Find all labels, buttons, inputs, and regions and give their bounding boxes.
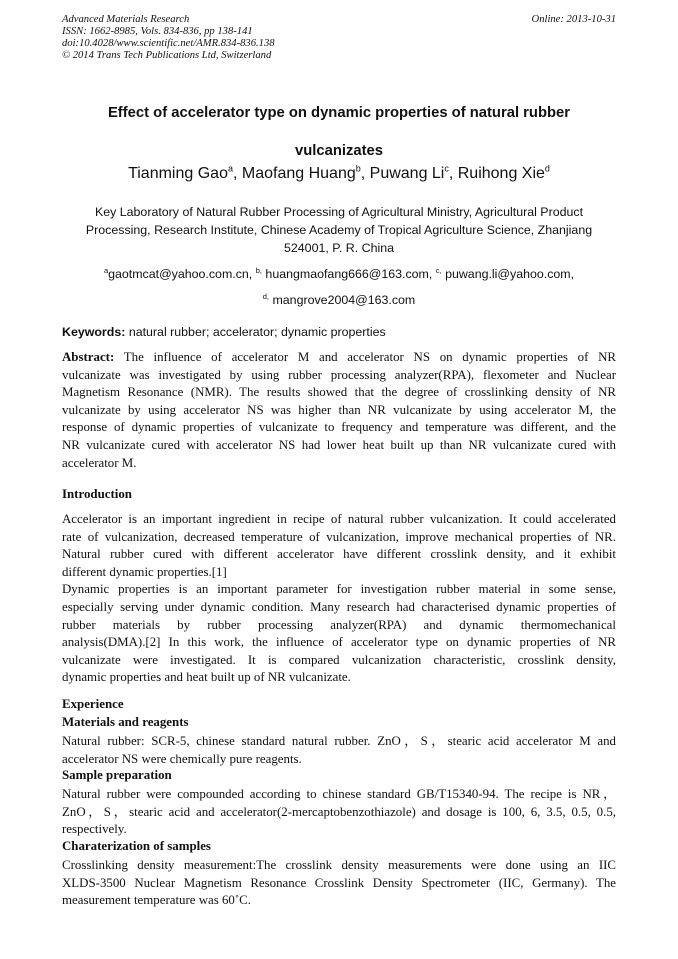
author-name: Tianming Gao — [128, 165, 228, 182]
affiliation-line: 524001, P. R. China — [284, 241, 394, 255]
author-affil-sup: c — [444, 163, 449, 174]
email-b[interactable]: huangmaofang666@163.com, — [265, 267, 433, 281]
abstract-line: vulcanizate was investigated by using rubber processing analyzer(RPA), flexometer and Nuclear — [62, 367, 616, 382]
body-line: Natural rubber: SCR-5, chinese standard natural rubber. ZnO，S，stearic acid accelerator M and — [62, 734, 616, 748]
paper-title — [62, 94, 616, 170]
body-line: Accelerator is an important ingredient in recipe of natural rubber vulcanization. It could accelerated — [62, 512, 616, 526]
running-header — [62, 14, 616, 62]
abstract — [62, 349, 616, 472]
affiliation-line: Key Laboratory of Natural Rubber Processing of Agricultural Ministry, Agricultural Product — [94, 205, 584, 219]
author-name: Maofang Huang — [241, 165, 356, 182]
abstract-text: The influence of accelerator M and accelerator NS on dynamic properties of NR — [123, 350, 616, 364]
email-sup: a — [103, 265, 109, 275]
body-line: dynamic properties and heat built up of NR vulcanizate. — [62, 670, 351, 685]
journal-name: Advanced Materials Research — [62, 14, 190, 25]
body-line: vulcanizate were investigated. It is compared vulcanization characteristic, crosslink density, — [62, 652, 616, 667]
author-affil-sup: d — [544, 163, 550, 174]
email-line-1 — [62, 261, 616, 287]
body-line: Natural rubber cured with different accelerator have different crosslink density, and it exhibit — [62, 547, 616, 562]
issn-line: ISSN: 1662-8985, Vols. 834-836, pp 138-141 — [62, 26, 253, 37]
body-line: XLDS-3500 Nuclear Magnetism Resonance Crosslink Density Spectrometer (IIC, Germany). The — [62, 875, 616, 890]
abstract-line — [62, 349, 616, 367]
body-line: Natural rubber were compounded according to chinese standard GB/T15340-94. The recipe is NR， — [62, 787, 616, 801]
body-line: rubber materials by rubber processing analyzer(RPA) and dynamic thermomechanical — [62, 617, 616, 632]
materials-text — [62, 733, 616, 768]
subsection-heading-sample-prep: Sample preparation — [62, 768, 172, 782]
characterization-text — [62, 857, 616, 910]
author-list: Tianming Gao$^a$, Maofang Huang$^b$, Puwang Li$^c$, Ruihong Xie$^d$ — [128, 163, 550, 182]
subsection-heading-materials: Materials and reagents — [62, 715, 189, 729]
section-heading-experience: Experience — [62, 697, 124, 711]
body-line: rate of vulcanization, decreased temperature of vulcanization, improve mechanical properties of NR. — [62, 529, 616, 544]
keywords — [62, 325, 616, 339]
email-c[interactable]: puwang.li@yahoo.com, — [445, 267, 575, 281]
email-d[interactable]: mangrove2004@163.com — [272, 293, 416, 307]
abstract-label: Abstract: — [62, 350, 115, 364]
body-line: accelerator NS were chemically pure reagents. — [62, 751, 302, 766]
introduction-text — [62, 511, 616, 687]
doi-line: doi:10.4028/www.scientific.net/AMR.834-836.138 — [62, 38, 275, 49]
author-emails — [62, 261, 616, 313]
body-line: different dynamic properties.[1] — [62, 564, 227, 579]
author-name: Puwang Li — [369, 165, 445, 182]
email-line-2 — [62, 287, 616, 313]
sample-prep-text — [62, 786, 616, 839]
abstract-line: Magnetism Resonance (NMR). The results showed that the degree of crosslinking density of NR — [62, 385, 616, 400]
author-affil-sup: a — [227, 163, 233, 174]
section-heading-introduction: Introduction — [62, 487, 132, 501]
abstract-line: accelerator M. — [62, 455, 137, 470]
title-line-2: vulcanizates — [294, 143, 383, 159]
body-line: ZnO，S，stearic acid and accelerator(2-mercaptobenzothiazole) and dosage is 100, 6, 3.5, 0.5, 0.5, — [62, 804, 616, 819]
body-line: respectively. — [62, 822, 127, 837]
body-line: especially serving under dynamic condition. Many research had characterised dynamic properties of — [62, 599, 616, 614]
affiliation-line: Processing, Research Institute, Chinese Academy of Tropical Agriculture Science, Zhanjiang — [85, 223, 593, 237]
email-sup: c, — [435, 265, 442, 275]
copyright-line: © 2014 Trans Tech Publications Ltd, Switzerland — [62, 50, 272, 61]
affiliation — [78, 203, 600, 257]
email-sup: b, — [255, 265, 262, 275]
keywords-label: Keywords: — [62, 325, 126, 339]
keywords-text: natural rubber; accelerator; dynamic properties — [128, 325, 386, 339]
author-affil-sup: b — [355, 163, 361, 174]
body-line: analysis(DMA).[2] In this work, the influence of accelerator type on dynamic properties of NR — [62, 635, 616, 650]
body-line: measurement temperature was 60˚C. — [62, 893, 251, 908]
subsection-heading-characterization: Charaterization of samples — [62, 839, 211, 853]
abstract-line: NR vulcanizate cured with accelerator NS had lower heat built up than NR vulcanizate cured with — [62, 437, 616, 452]
email-sup: d, — [262, 291, 270, 301]
abstract-line: vulcanizate by using accelerator NS was higher than NR vulcanizate by using accelerator M, the — [62, 402, 616, 417]
email-a[interactable]: gaotmcat@yahoo.com.cn, — [108, 267, 253, 281]
body-line: Crosslinking density measurement:The crosslink density measurements were done using an IIC — [62, 858, 616, 872]
title-line-1: Effect of accelerator type on dynamic properties of natural rubber — [107, 105, 571, 121]
online-date: Online: 2013-10-31 — [531, 14, 616, 25]
body-line: Dynamic properties is an important parameter for investigation rubber material in some sense, — [62, 582, 616, 597]
author-name: Ruihong Xie — [457, 165, 545, 182]
abstract-line: response of dynamic properties of vulcanizate to frequency and temperature was different, and the — [62, 420, 616, 435]
